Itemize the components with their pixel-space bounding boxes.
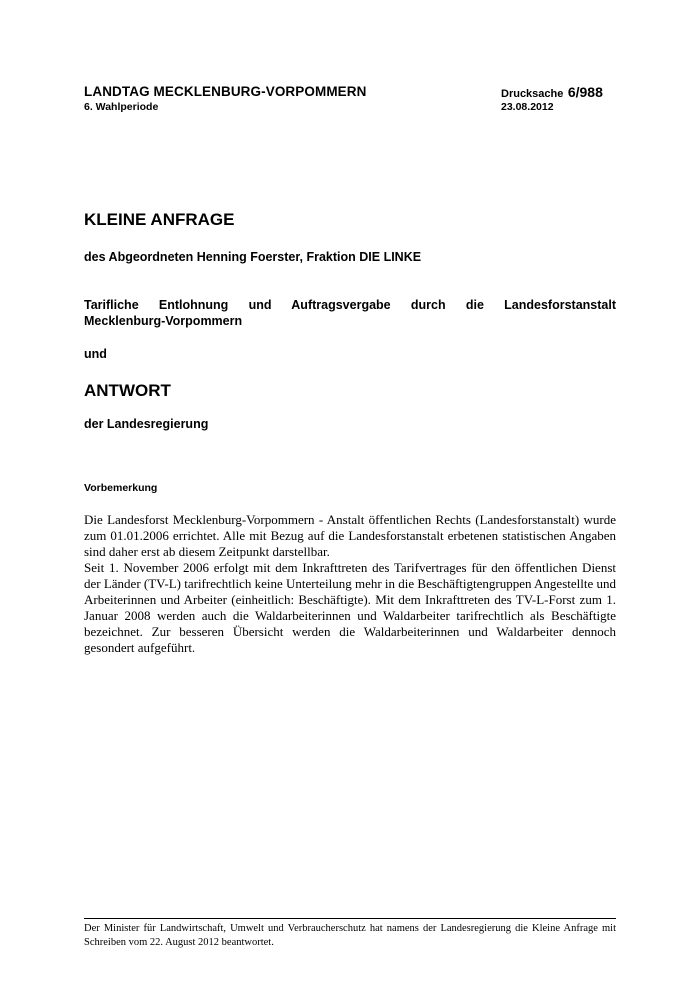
parliament-name: LANDTAG MECKLENBURG-VORPOMMERN: [84, 84, 367, 99]
document-label: Drucksache: [501, 88, 564, 100]
conjunction: und: [84, 347, 107, 361]
paragraph-2: Seit 1. November 2006 erfolgt mit dem Inkrafttreten des Tarifvertrages für den öffentlichen Dienst der Länder (TV-L) tarifrechtlich keine Unterteilung mehr in die Beschäftigtengruppen Angestellte und Arbeiterinnen und Arbeiter (einheitlich: Beschäftigte). Mit dem Inkrafttreten des TV-L-Forst zum 1. Januar 2008 werden auch die Waldarbeiterinnen und Waldarbeiter tarifrechtlich als Beschäftigte bezeichnet. Zur besseren Übersicht werden die Waldarbeiterinnen und Waldarbeiter dennoch gesondert aufgeführt.: [84, 560, 616, 655]
legislative-period: 6. Wahlperiode: [84, 101, 159, 113]
footer-divider: [84, 918, 616, 919]
document-date: 23.08.2012: [501, 101, 554, 113]
paragraph-1: Die Landesforst Mecklenburg-Vorpommern - Anstalt öffentlichen Rechts (Landesforstanstalt) wurde zum 01.01.2006 errichtet. Alle mit Bezug auf die Landesforstanstalt erbetenen statistischen Angaben sind daher erst ab diesem Zeitpunkt darstellbar.: [84, 512, 616, 559]
author-line: des Abgeordneten Henning Foerster, Fraktion DIE LINKE: [84, 250, 422, 264]
document-number: 6/988: [567, 84, 603, 100]
inquiry-topic: [84, 297, 616, 329]
section-heading: Vorbemerkung: [84, 482, 158, 494]
document-title: KLEINE ANFRAGE: [84, 210, 235, 229]
answer-by: der Landesregierung: [84, 417, 209, 431]
preliminary-remarks: [84, 512, 616, 656]
topic-line-1: Tarifliche Entlohnung und Auftragsvergabe durch die Landesforstanstalt: [84, 298, 616, 312]
footer-note: Der Minister für Landwirtschaft, Umwelt und Verbraucherschutz hat namens der Landesregierung die Kleine Anfrage mit Schreiben vom 22. August 2012 beantwortet.: [84, 923, 616, 948]
answer-title: ANTWORT: [84, 381, 171, 400]
document-reference: [501, 84, 603, 102]
topic-line-2: Mecklenburg-Vorpommern: [84, 314, 243, 328]
